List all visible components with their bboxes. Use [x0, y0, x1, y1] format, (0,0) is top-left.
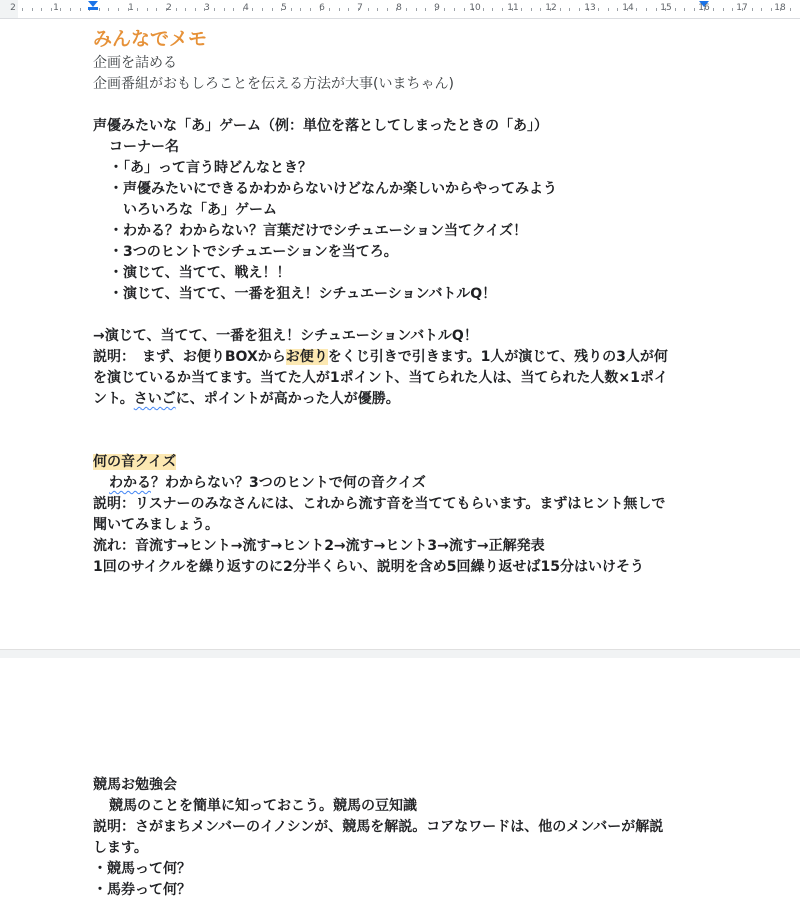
ruler-number: 10 — [469, 3, 481, 13]
description-text: 説明： まず、お便りBOXから — [93, 349, 286, 365]
ruler-tick — [617, 8, 618, 11]
ruler-tick — [531, 8, 532, 11]
ruler-tick — [444, 8, 445, 11]
ruler-tick — [41, 8, 42, 11]
ruler-tick — [464, 8, 465, 11]
corner-name-label[interactable]: コーナー名 — [109, 139, 179, 155]
ruler-tick — [348, 8, 349, 11]
ruler-tick — [70, 8, 71, 11]
list-item[interactable]: ・3つのヒントでシチュエーションを当てろ。 — [109, 244, 398, 260]
highlighted-text: お便り — [285, 349, 328, 365]
ruler-tick — [377, 8, 378, 11]
ruler-tick — [233, 8, 234, 11]
ruler-tick — [540, 8, 541, 11]
ruler-tick — [137, 8, 138, 11]
ruler-tick — [416, 8, 417, 11]
ruler-tick — [214, 8, 215, 11]
list-item[interactable]: ・演じて、当てて、一番を狙え！シチュエーションバトルQ！ — [109, 286, 497, 302]
ruler-tick — [176, 8, 177, 11]
list-item[interactable]: いろいろな「あ」ゲーム — [123, 202, 277, 218]
ruler-number: 8 — [396, 3, 402, 13]
ruler-tick — [272, 8, 273, 11]
ruler-tick — [108, 8, 109, 11]
spellcheck-underlined-text[interactable]: さいご — [133, 391, 176, 407]
subheading-line[interactable]: 競馬のことを簡単に知っておこう。競馬の豆知識 — [109, 798, 417, 814]
list-item[interactable]: ・声優みたいにできるかわからないけどなんか楽しいからやってみよう — [109, 181, 557, 197]
ruler-tick — [454, 8, 455, 11]
ruler-tick — [99, 8, 100, 11]
ruler-tick — [224, 8, 225, 11]
description-line[interactable]: を演じているか当てます。当てた人が1ポイント、当てられた人は、当てられた人数×1ポイ — [93, 370, 668, 386]
subtitle-line[interactable]: 企画を詰める — [93, 55, 177, 71]
ruler-tick — [752, 8, 753, 11]
ruler-tick — [147, 8, 148, 11]
ruler-tick — [483, 8, 484, 11]
description-text: をくじ引きで引きます。1人が演じて、残りの3人が何 — [327, 349, 668, 365]
ruler-tick — [713, 8, 714, 11]
ruler-tick — [492, 8, 493, 11]
ruler-tick — [252, 8, 253, 11]
ruler-number: 7 — [357, 3, 363, 13]
ruler-tick — [560, 8, 561, 11]
subheading-line[interactable] — [93, 473, 733, 494]
ruler-tick — [310, 8, 311, 11]
ruler-tick — [684, 8, 685, 11]
ruler-tick — [329, 8, 330, 11]
ruler-tick — [675, 8, 676, 11]
description-line[interactable]: 説明：さがまちメンバーのイノシンが、競馬を解説。コアなワードは、他のメンバーが解説 — [93, 819, 664, 835]
flow-line[interactable]: 流れ：音流す→ヒント→流す→ヒント2→流す→ヒント3→流す→正解発表 — [93, 538, 545, 554]
ruler-number: 18 — [774, 3, 786, 13]
list-item[interactable]: ・わかる？わからない？言葉だけでシチュエーション当てクイズ！ — [109, 223, 528, 239]
ruler-tick — [425, 8, 426, 11]
ruler-number: 4 — [243, 3, 249, 13]
ruler-tick — [118, 8, 119, 11]
ruler-tick — [195, 8, 196, 11]
list-item[interactable]: ・競馬って何？ — [93, 861, 191, 877]
ruler-number: 17 — [736, 3, 748, 13]
ruler-active-area[interactable] — [18, 0, 800, 18]
ruler-tick — [262, 8, 263, 11]
ruler-number: 1 — [53, 3, 59, 13]
ruler-tick — [761, 8, 762, 11]
section-heading[interactable]: →演じて、当てて、一番を狙え！シチュエーションバトルQ！ — [93, 328, 478, 344]
ruler-tick — [339, 8, 340, 11]
document-page-2[interactable] — [0, 658, 800, 924]
ruler-number: 2 — [10, 3, 16, 13]
ruler-tick — [598, 8, 599, 11]
ruler-number: 6 — [319, 3, 325, 13]
ruler-tick — [368, 8, 369, 11]
ruler-tick — [80, 8, 81, 11]
ruler-tick — [569, 8, 570, 11]
ruler-tick — [694, 8, 695, 11]
ruler-number: 16 — [698, 3, 710, 13]
document-page-1[interactable] — [0, 19, 800, 649]
ruler-number: 15 — [660, 3, 672, 13]
list-item[interactable]: ・演じて、当てて、戦え！！ — [109, 265, 291, 281]
first-line-indent-marker[interactable] — [88, 7, 98, 10]
list-item[interactable]: ・「あ」って言う時どんなとき？ — [109, 160, 312, 176]
section-heading[interactable]: 競馬お勉強会 — [93, 777, 177, 793]
ruler-number: 5 — [281, 3, 287, 13]
ruler-number: 12 — [545, 3, 557, 13]
ruler-tick — [502, 8, 503, 11]
ruler-tick — [156, 8, 157, 11]
document-title[interactable]: みんなでメモ — [93, 28, 208, 50]
spellcheck-underlined-text[interactable]: わかる — [109, 475, 151, 491]
ruler-tick — [22, 8, 23, 11]
cycle-line[interactable]: 1回のサイクルを繰り返すのに2分半くらい、説明を含め5回繰り返せば15分はいけそう — [93, 559, 645, 575]
ruler-tick — [51, 8, 52, 11]
ruler-tick — [185, 8, 186, 11]
ruler-tick — [387, 8, 388, 11]
ruler-tick — [656, 8, 657, 11]
ruler-tick — [291, 8, 292, 11]
ruler-number: 14 — [622, 3, 634, 13]
ruler-tick — [60, 8, 61, 11]
ruler-tick — [406, 8, 407, 11]
description-line[interactable] — [93, 347, 733, 368]
description-line[interactable]: します。 — [93, 840, 148, 856]
ruler-tick — [32, 8, 33, 11]
ruler-tick — [636, 8, 637, 11]
ruler-tick — [300, 8, 301, 11]
horizontal-ruler[interactable] — [0, 0, 800, 19]
ruler-number: 2 — [166, 3, 172, 13]
ruler-tick — [521, 8, 522, 11]
ruler-tick — [723, 8, 724, 11]
ruler-tick — [646, 8, 647, 11]
description-text: に、ポイントが高かった人が優勝。 — [175, 391, 400, 407]
description-line[interactable]: 聞いてみましょう。 — [93, 517, 219, 533]
section-heading[interactable] — [93, 452, 733, 473]
ruler-number: 9 — [434, 3, 440, 13]
subheading-text: ？わからない？3つのヒントで何の音クイズ — [151, 475, 426, 491]
ruler-number: 3 — [204, 3, 210, 13]
description-line[interactable] — [93, 389, 733, 410]
description-text: ント。 — [93, 391, 134, 407]
ruler-tick — [771, 8, 772, 11]
list-item[interactable]: ・馬券って何？ — [93, 882, 191, 898]
ruler-number: 13 — [584, 3, 596, 13]
subtitle-line[interactable]: 企画番組がおもしろことを伝える方法が大事(いまちゃん) — [93, 76, 454, 92]
ruler-tick — [790, 8, 791, 11]
ruler-number: 11 — [507, 3, 519, 13]
ruler-number: 1 — [128, 3, 134, 13]
ruler-tick — [608, 8, 609, 11]
section-heading[interactable]: 声優みたいな「あ」ゲーム（例：単位を落としてしまったときの「あ」） — [93, 118, 548, 134]
description-line[interactable]: 説明：リスナーのみなさんには、これから流す音を当ててもらいます。まずはヒント無しで — [93, 496, 666, 512]
ruler-tick — [732, 8, 733, 11]
ruler-tick — [579, 8, 580, 11]
highlighted-heading: 何の音クイズ — [93, 454, 177, 470]
